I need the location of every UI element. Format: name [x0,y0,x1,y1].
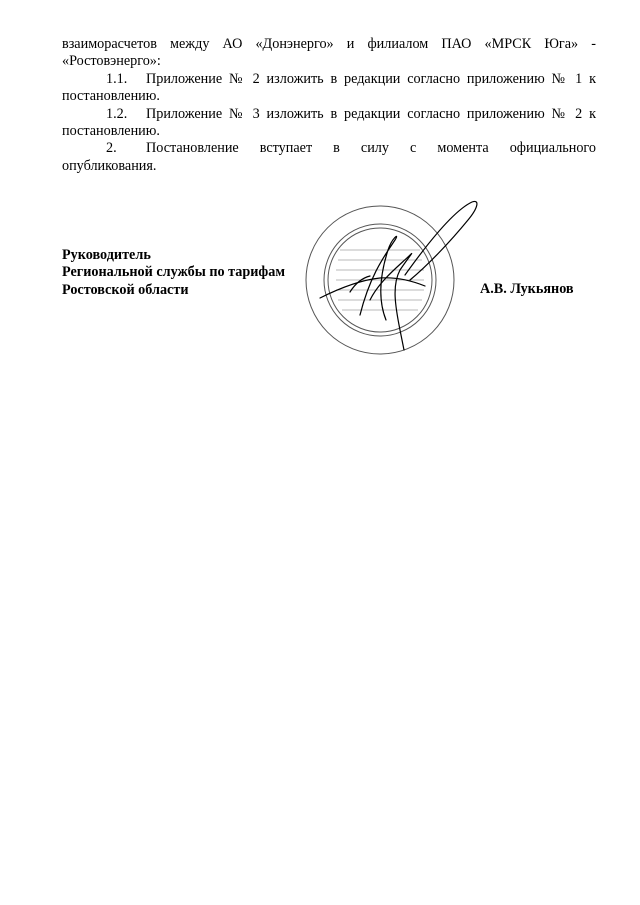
item-number: 1.1. [106,70,128,87]
paragraph-line: «Ростовэнерго»: [62,53,161,70]
official-seal-with-signature [300,180,500,380]
item-text: Приложение № 2 изложить в редакции согласно приложению № 1 к [146,70,596,87]
list-item-2 [62,140,596,157]
paragraph-line: постановлению. [62,88,160,105]
signatory-title-line: Региональной службы по тарифам [62,264,286,281]
document-body [62,36,596,175]
item-number: 2. [106,140,117,157]
list-item-1-1 [62,71,596,88]
signatory-title-line: Ростовской области [62,281,189,298]
signatory-title-line: Руководитель [62,247,151,263]
item-number: 1.2. [106,105,128,122]
paragraph-line: опубликования. [62,157,157,174]
item-text: Приложение № 3 изложить в редакции согласно приложению № 2 к [146,105,596,122]
signatory-name: А.В. Лукьянов [480,281,574,297]
signatory-title [62,247,285,299]
paragraph-line: взаиморасчетов между АО «Донэнерго» и филиалом ПАО «МРСК Юга» - [62,36,596,52]
item-text: Постановление вступает в силу с момента официального [146,140,596,157]
list-item-1-2 [62,106,596,123]
paragraph-line: постановлению. [62,123,160,140]
